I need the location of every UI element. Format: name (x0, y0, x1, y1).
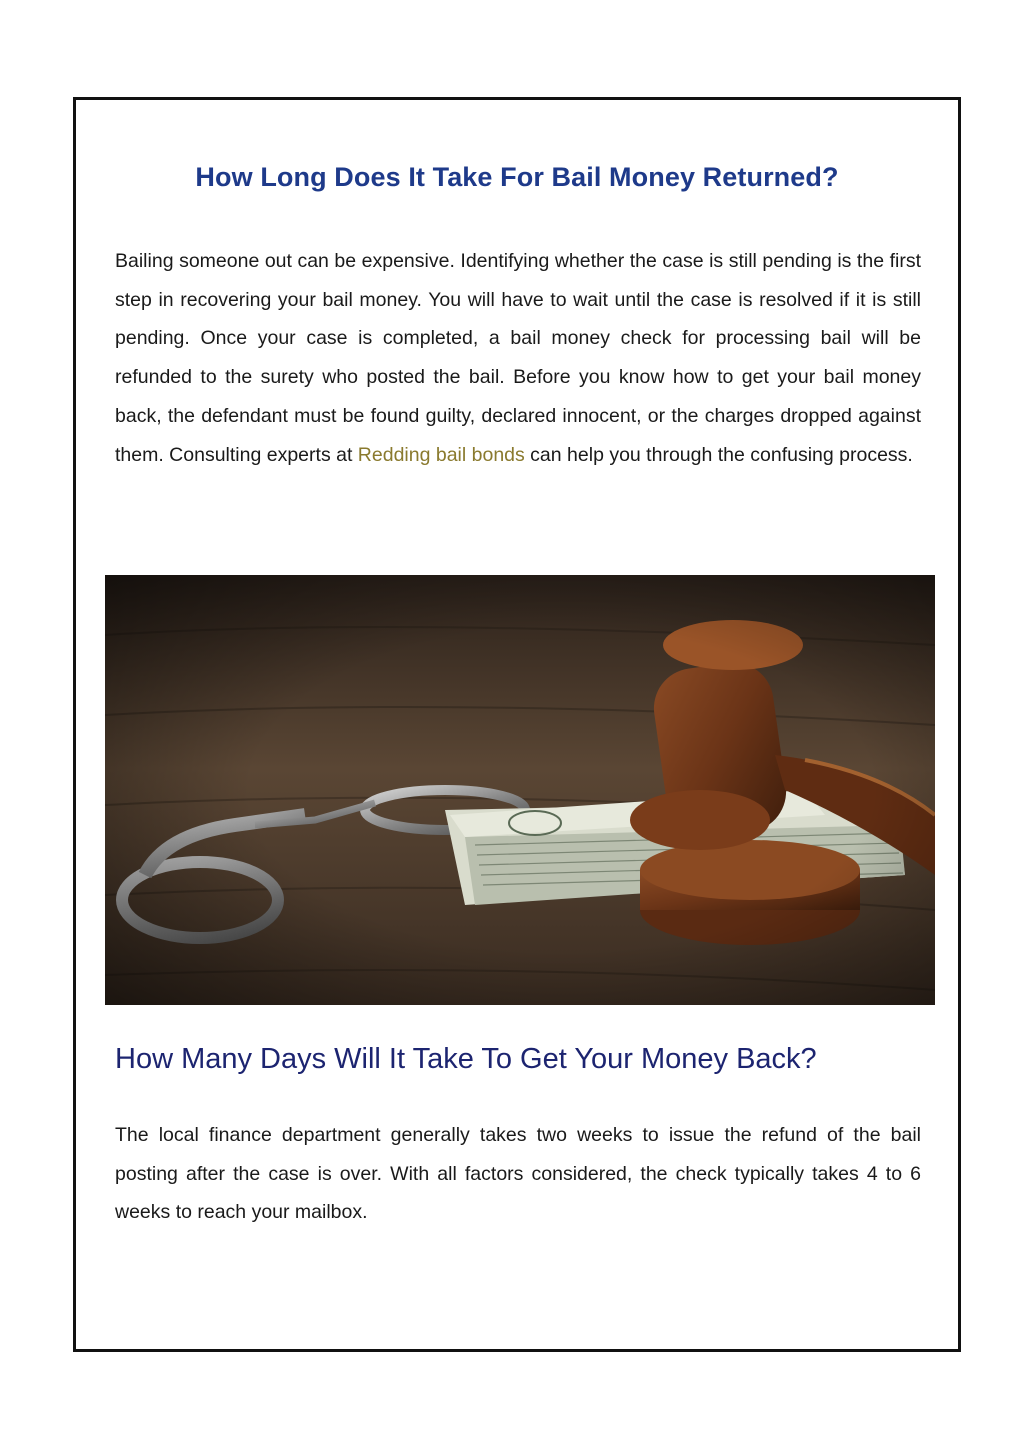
intro-text-start: Bailing someone out can be expensive. Identifying whether the case is still pending is the first step in recovering your bail money. You will have to wait until the case is resolved if it is still pending. Once your case is completed, a bail money check for processing bail will be refunded to the surety who posted the bail. Before you know how to get your bail money back, the defendant must be found guilty, declared innocent, or the charges dropped against them. Consulting experts at (115, 250, 921, 466)
redding-bail-bonds-link[interactable]: Redding bail bonds (357, 443, 525, 466)
section-paragraph: The local finance department generally takes two weeks to issue the refund of the bail posting after the case is over. With all factors considered, the check typically takes 4 to 6 weeks to reach your mailbox. (115, 1124, 921, 1224)
intro-text-end: can help you through the confusing process. (524, 443, 913, 466)
gavel-money-handcuffs-image (105, 575, 935, 1005)
intro-paragraph (115, 242, 921, 474)
page-frame (73, 97, 961, 1352)
photo-vignette (105, 575, 935, 1005)
page-title: How Long Does It Take For Bail Money Returned? (195, 162, 839, 192)
section-heading: How Many Days Will It Take To Get Your Money Back? (115, 1043, 817, 1075)
